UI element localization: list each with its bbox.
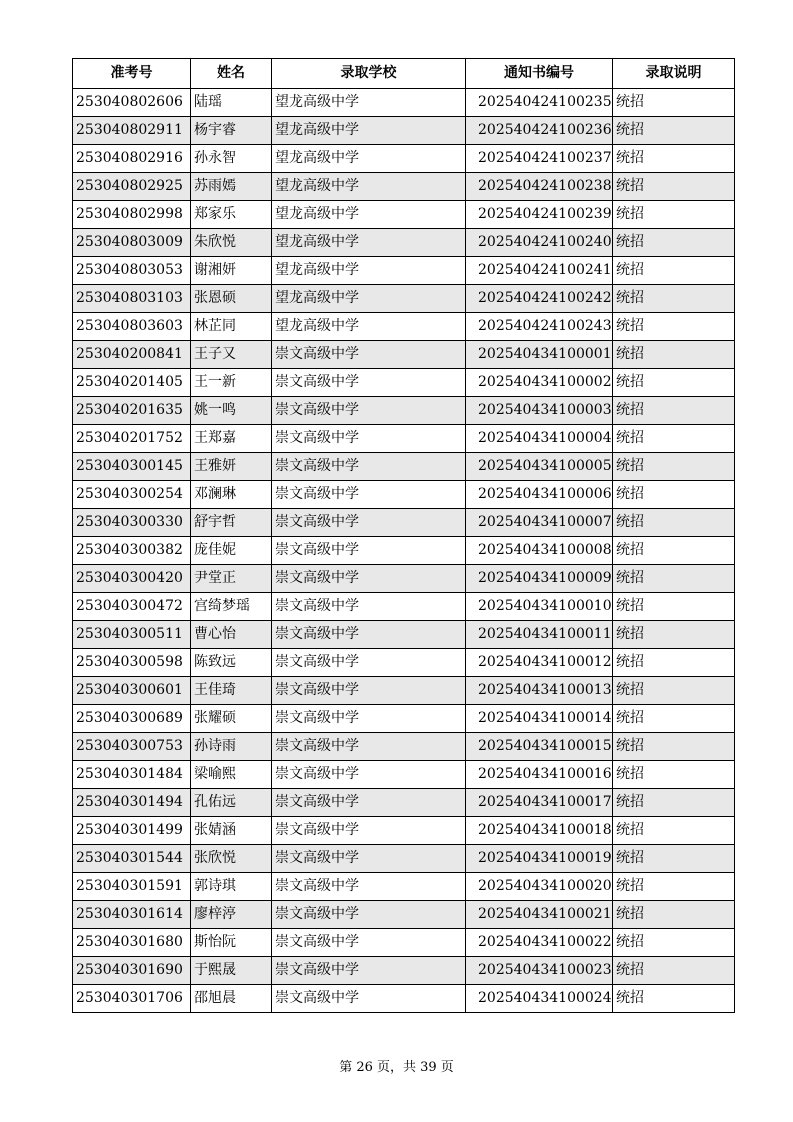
cell-school: 望龙高级中学	[272, 89, 466, 117]
cell-exam-number: 253040201635	[73, 397, 191, 425]
cell-school: 望龙高级中学	[272, 229, 466, 257]
cell-school: 望龙高级中学	[272, 173, 466, 201]
cell-school: 望龙高级中学	[272, 117, 466, 145]
cell-school: 望龙高级中学	[272, 145, 466, 173]
cell-name: 王雅妍	[191, 453, 272, 481]
table-row	[73, 985, 735, 1013]
cell-name: 曹心怡	[191, 621, 272, 649]
cell-name: 杨宇睿	[191, 117, 272, 145]
cell-name: 孔佑远	[191, 789, 272, 817]
cell-admission-note: 统招	[613, 341, 735, 369]
cell-name: 舒宇哲	[191, 509, 272, 537]
table-row	[73, 369, 735, 397]
cell-exam-number: 253040300753	[73, 733, 191, 761]
cell-admission-note: 统招	[613, 425, 735, 453]
cell-exam-number: 253040301706	[73, 985, 191, 1013]
cell-admission-note: 统招	[613, 677, 735, 705]
cell-notice-number: 202540434100017	[466, 789, 613, 817]
cell-notice-number: 202540424100237	[466, 145, 613, 173]
cell-name: 张恩硕	[191, 285, 272, 313]
table-row	[73, 817, 735, 845]
cell-school: 崇文高级中学	[272, 537, 466, 565]
cell-notice-number: 202540434100003	[466, 397, 613, 425]
cell-school: 崇文高级中学	[272, 621, 466, 649]
cell-name: 朱欣悦	[191, 229, 272, 257]
cell-name: 斯怡阮	[191, 929, 272, 957]
cell-exam-number: 253040300145	[73, 453, 191, 481]
table-body	[73, 89, 735, 1013]
cell-exam-number: 253040803009	[73, 229, 191, 257]
cell-name: 王子又	[191, 341, 272, 369]
cell-admission-note: 统招	[613, 957, 735, 985]
cell-notice-number: 202540434100009	[466, 565, 613, 593]
cell-notice-number: 202540434100020	[466, 873, 613, 901]
cell-name: 孙诗雨	[191, 733, 272, 761]
cell-admission-note: 统招	[613, 817, 735, 845]
table-row	[73, 481, 735, 509]
cell-name: 谢湘妍	[191, 257, 272, 285]
cell-notice-number: 202540434100019	[466, 845, 613, 873]
header-notice-number: 通知书编号	[466, 59, 613, 89]
table-row	[73, 537, 735, 565]
cell-name: 于熙晟	[191, 957, 272, 985]
table-row	[73, 313, 735, 341]
header-admission-note: 录取说明	[613, 59, 735, 89]
cell-name: 郭诗琪	[191, 873, 272, 901]
cell-notice-number: 202540424100240	[466, 229, 613, 257]
cell-school: 望龙高级中学	[272, 257, 466, 285]
cell-exam-number: 253040301680	[73, 929, 191, 957]
cell-exam-number: 253040201405	[73, 369, 191, 397]
cell-name: 邵旭晨	[191, 985, 272, 1013]
cell-school: 崇文高级中学	[272, 901, 466, 929]
cell-name: 宫绮梦瑶	[191, 593, 272, 621]
table-row	[73, 201, 735, 229]
cell-name: 孙永智	[191, 145, 272, 173]
cell-admission-note: 统招	[613, 229, 735, 257]
cell-admission-note: 统招	[613, 397, 735, 425]
cell-admission-note: 统招	[613, 901, 735, 929]
cell-notice-number: 202540434100002	[466, 369, 613, 397]
cell-name: 邓澜琳	[191, 481, 272, 509]
table-row	[73, 145, 735, 173]
cell-notice-number: 202540434100008	[466, 537, 613, 565]
cell-notice-number: 202540434100024	[466, 985, 613, 1013]
table-row	[73, 285, 735, 313]
cell-admission-note: 统招	[613, 369, 735, 397]
table-row	[73, 649, 735, 677]
cell-name: 林芷同	[191, 313, 272, 341]
cell-school: 崇文高级中学	[272, 481, 466, 509]
table-row	[73, 677, 735, 705]
table-row	[73, 341, 735, 369]
cell-exam-number: 253040301614	[73, 901, 191, 929]
cell-exam-number: 253040802925	[73, 173, 191, 201]
cell-exam-number: 253040300254	[73, 481, 191, 509]
cell-notice-number: 202540434100006	[466, 481, 613, 509]
cell-school: 崇文高级中学	[272, 425, 466, 453]
cell-notice-number: 202540424100238	[466, 173, 613, 201]
cell-school: 崇文高级中学	[272, 677, 466, 705]
cell-school: 望龙高级中学	[272, 285, 466, 313]
cell-admission-note: 统招	[613, 89, 735, 117]
table-row	[73, 845, 735, 873]
cell-name: 陈致远	[191, 649, 272, 677]
cell-admission-note: 统招	[613, 537, 735, 565]
admission-table	[72, 58, 735, 1013]
cell-admission-note: 统招	[613, 453, 735, 481]
cell-exam-number: 253040301544	[73, 845, 191, 873]
table-row	[73, 173, 735, 201]
cell-notice-number: 202540434100007	[466, 509, 613, 537]
cell-admission-note: 统招	[613, 481, 735, 509]
cell-exam-number: 253040802916	[73, 145, 191, 173]
cell-school: 崇文高级中学	[272, 705, 466, 733]
cell-admission-note: 统招	[613, 593, 735, 621]
cell-admission-note: 统招	[613, 733, 735, 761]
table-row	[73, 789, 735, 817]
cell-school: 崇文高级中学	[272, 649, 466, 677]
cell-admission-note: 统招	[613, 845, 735, 873]
table-row	[73, 621, 735, 649]
table-row	[73, 565, 735, 593]
header-exam-number: 准考号	[73, 59, 191, 89]
cell-school: 崇文高级中学	[272, 565, 466, 593]
cell-school: 崇文高级中学	[272, 397, 466, 425]
table-row	[73, 453, 735, 481]
cell-school: 崇文高级中学	[272, 761, 466, 789]
cell-notice-number: 202540434100015	[466, 733, 613, 761]
cell-notice-number: 202540434100016	[466, 761, 613, 789]
cell-notice-number: 202540434100021	[466, 901, 613, 929]
cell-notice-number: 202540434100014	[466, 705, 613, 733]
cell-admission-note: 统招	[613, 257, 735, 285]
cell-exam-number: 253040301484	[73, 761, 191, 789]
cell-admission-note: 统招	[613, 117, 735, 145]
header-name: 姓名	[191, 59, 272, 89]
cell-school: 望龙高级中学	[272, 201, 466, 229]
cell-exam-number: 253040300511	[73, 621, 191, 649]
header-school: 录取学校	[272, 59, 466, 89]
cell-admission-note: 统招	[613, 761, 735, 789]
table-row	[73, 397, 735, 425]
cell-admission-note: 统招	[613, 173, 735, 201]
cell-exam-number: 253040301499	[73, 817, 191, 845]
cell-notice-number: 202540424100242	[466, 285, 613, 313]
cell-exam-number: 253040300420	[73, 565, 191, 593]
cell-name: 郑家乐	[191, 201, 272, 229]
cell-name: 梁喻熙	[191, 761, 272, 789]
cell-school: 崇文高级中学	[272, 369, 466, 397]
cell-exam-number: 253040300382	[73, 537, 191, 565]
cell-notice-number: 202540434100011	[466, 621, 613, 649]
cell-admission-note: 统招	[613, 313, 735, 341]
cell-exam-number: 253040802998	[73, 201, 191, 229]
cell-name: 张婧涵	[191, 817, 272, 845]
table-row	[73, 901, 735, 929]
cell-exam-number: 253040301591	[73, 873, 191, 901]
cell-exam-number: 253040300601	[73, 677, 191, 705]
cell-notice-number: 202540424100235	[466, 89, 613, 117]
cell-exam-number: 253040301690	[73, 957, 191, 985]
cell-notice-number: 202540434100013	[466, 677, 613, 705]
table-row	[73, 117, 735, 145]
cell-name: 陆瑶	[191, 89, 272, 117]
cell-school: 崇文高级中学	[272, 453, 466, 481]
cell-school: 崇文高级中学	[272, 509, 466, 537]
cell-school: 崇文高级中学	[272, 341, 466, 369]
table-row	[73, 733, 735, 761]
cell-name: 尹堂正	[191, 565, 272, 593]
table-row	[73, 957, 735, 985]
cell-school: 崇文高级中学	[272, 817, 466, 845]
cell-notice-number: 202540434100023	[466, 957, 613, 985]
cell-admission-note: 统招	[613, 985, 735, 1013]
table-row	[73, 929, 735, 957]
cell-notice-number: 202540434100010	[466, 593, 613, 621]
cell-school: 崇文高级中学	[272, 957, 466, 985]
cell-admission-note: 统招	[613, 565, 735, 593]
table-row	[73, 509, 735, 537]
cell-exam-number: 253040300330	[73, 509, 191, 537]
table-row	[73, 229, 735, 257]
cell-notice-number: 202540434100004	[466, 425, 613, 453]
cell-school: 崇文高级中学	[272, 845, 466, 873]
table-row	[73, 425, 735, 453]
cell-exam-number: 253040200841	[73, 341, 191, 369]
cell-exam-number: 253040300598	[73, 649, 191, 677]
cell-name: 姚一鸣	[191, 397, 272, 425]
table-row	[73, 873, 735, 901]
cell-school: 崇文高级中学	[272, 789, 466, 817]
cell-notice-number: 202540434100001	[466, 341, 613, 369]
cell-exam-number: 253040300689	[73, 705, 191, 733]
table-row	[73, 89, 735, 117]
cell-exam-number: 253040802911	[73, 117, 191, 145]
cell-school: 望龙高级中学	[272, 313, 466, 341]
cell-school: 崇文高级中学	[272, 733, 466, 761]
table-row	[73, 593, 735, 621]
cell-name: 王一新	[191, 369, 272, 397]
cell-admission-note: 统招	[613, 509, 735, 537]
cell-name: 廖梓渟	[191, 901, 272, 929]
cell-exam-number: 253040300472	[73, 593, 191, 621]
cell-notice-number: 202540434100022	[466, 929, 613, 957]
cell-exam-number: 253040803603	[73, 313, 191, 341]
cell-notice-number: 202540424100239	[466, 201, 613, 229]
cell-school: 崇文高级中学	[272, 985, 466, 1013]
cell-school: 崇文高级中学	[272, 593, 466, 621]
cell-notice-number: 202540424100236	[466, 117, 613, 145]
cell-admission-note: 统招	[613, 285, 735, 313]
cell-exam-number: 253040201752	[73, 425, 191, 453]
cell-notice-number: 202540424100243	[466, 313, 613, 341]
cell-exam-number: 253040803103	[73, 285, 191, 313]
cell-admission-note: 统招	[613, 201, 735, 229]
cell-admission-note: 统招	[613, 929, 735, 957]
cell-exam-number: 253040301494	[73, 789, 191, 817]
page-footer: 第 26 页，共 39 页	[339, 1060, 454, 1075]
table-row	[73, 257, 735, 285]
cell-admission-note: 统招	[613, 649, 735, 677]
cell-admission-note: 统招	[613, 705, 735, 733]
cell-admission-note: 统招	[613, 789, 735, 817]
table-header-row	[73, 59, 735, 89]
table-row	[73, 705, 735, 733]
cell-name: 庞佳妮	[191, 537, 272, 565]
cell-name: 王佳琦	[191, 677, 272, 705]
cell-admission-note: 统招	[613, 145, 735, 173]
cell-admission-note: 统招	[613, 621, 735, 649]
cell-notice-number: 202540434100005	[466, 453, 613, 481]
cell-name: 张欣悦	[191, 845, 272, 873]
cell-exam-number: 253040803053	[73, 257, 191, 285]
cell-exam-number: 253040802606	[73, 89, 191, 117]
cell-school: 崇文高级中学	[272, 929, 466, 957]
cell-admission-note: 统招	[613, 873, 735, 901]
cell-name: 王郑嘉	[191, 425, 272, 453]
cell-notice-number: 202540434100018	[466, 817, 613, 845]
cell-name: 苏雨嫣	[191, 173, 272, 201]
cell-name: 张耀硕	[191, 705, 272, 733]
cell-notice-number: 202540424100241	[466, 257, 613, 285]
cell-notice-number: 202540434100012	[466, 649, 613, 677]
cell-school: 崇文高级中学	[272, 873, 466, 901]
table-row	[73, 761, 735, 789]
